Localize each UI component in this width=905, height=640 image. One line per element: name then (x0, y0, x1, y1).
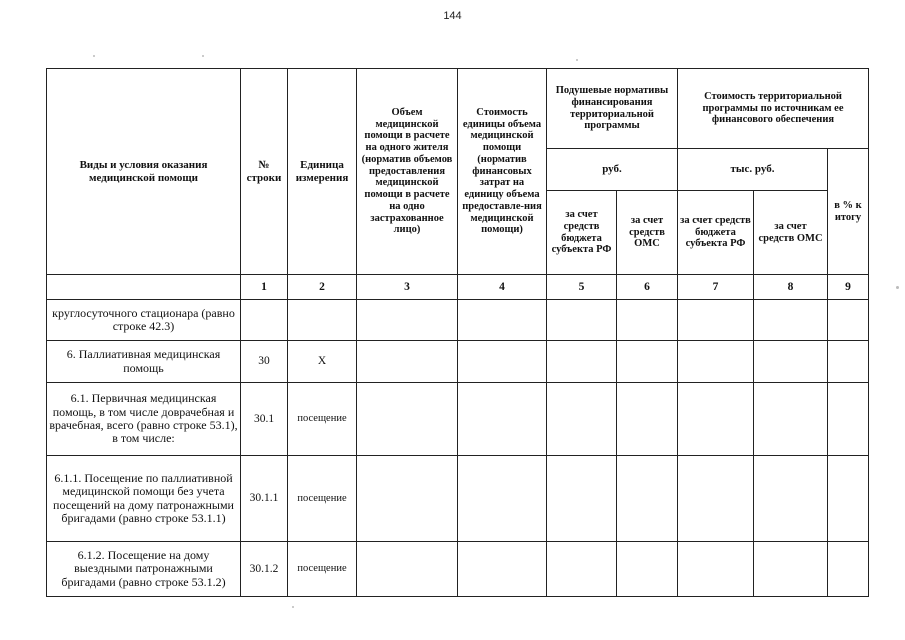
row-number (241, 300, 288, 341)
table-row (47, 383, 869, 456)
header-unit-thousand-rub: тыс. руб. (678, 149, 828, 191)
table-row (47, 542, 869, 597)
row-number: 30 (241, 341, 288, 383)
row-label: 6.1.1. Посещение по паллиативной медицинской помощи без учета посещений на дому патронажными бригадами (равно строке 53.1.1) (47, 456, 241, 542)
row-unit: посещение (288, 542, 357, 597)
row-label: 6. Паллиативная медицинская помощь (47, 341, 241, 383)
scan-speck (292, 606, 294, 608)
cell-oms-rub (617, 341, 678, 383)
scan-speck (93, 55, 95, 57)
cell-budget-rub (547, 383, 617, 456)
column-number: 7 (678, 275, 754, 300)
column-number: 4 (458, 275, 547, 300)
cell-volume (357, 542, 458, 597)
cell-pct (828, 383, 869, 456)
cell-pct (828, 456, 869, 542)
cell-pct (828, 542, 869, 597)
header-volume: Объем медицинской помощи в расчете на одного жителя (норматив объемов предоставления медицинской помощи в расчете на одно застрахованное лицо) (357, 69, 458, 275)
cell-pct (828, 341, 869, 383)
cell-oms-rub (617, 383, 678, 456)
row-label: 6.1.2. Посещение на дому выездными патронажными бригадами (равно строке 53.1.2) (47, 542, 241, 597)
row-number: 30.1.2 (241, 542, 288, 597)
cell-oms-rub (617, 456, 678, 542)
table-row (47, 341, 869, 383)
cell-oms-rub (617, 542, 678, 597)
cell-cost (458, 383, 547, 456)
scan-speck (576, 59, 578, 61)
cell-budget-rub (547, 300, 617, 341)
cell-budget-thousand (678, 456, 754, 542)
row-label: 6.1. Первичная медицинская помощь, в том числе доврачебная и врачебная, всего (равно строке 53.1), в том числе: (47, 383, 241, 456)
row-unit: Х (288, 341, 357, 383)
cell-volume (357, 383, 458, 456)
cell-cost (458, 456, 547, 542)
scan-speck (202, 55, 204, 57)
column-number: 9 (828, 275, 869, 300)
header-sub-oms: за счет средств ОМС (617, 191, 678, 275)
header-row-no: № строки (241, 69, 288, 275)
row-unit: посещение (288, 456, 357, 542)
table-row (47, 456, 869, 542)
cell-budget-rub (547, 542, 617, 597)
table-row (47, 300, 869, 341)
header-sub-budget: за счет средств бюджета субъекта РФ (547, 191, 617, 275)
header-sources: Стоимость территориальной программы по источникам ее финансового обеспечения (678, 69, 869, 149)
column-number: 2 (288, 275, 357, 300)
cell-cost (458, 300, 547, 341)
header-unit: Единица измерения (288, 69, 357, 275)
cell-budget-thousand (678, 300, 754, 341)
cell-budget-thousand (678, 341, 754, 383)
cell-volume (357, 341, 458, 383)
header-unit-rub: руб. (547, 149, 678, 191)
cell-pct (828, 300, 869, 341)
cell-volume (357, 300, 458, 341)
cell-oms-thousand (754, 383, 828, 456)
header-pct: в % к итогу (828, 149, 869, 275)
cell-oms-thousand (754, 542, 828, 597)
cell-cost (458, 341, 547, 383)
header-per-capita: Подушевые нормативы финансирования территориальной программы (547, 69, 678, 149)
header-kind: Виды и условия оказания медицинской помощи (47, 69, 241, 275)
page-number: 144 (443, 10, 462, 22)
row-unit: посещение (288, 383, 357, 456)
column-number: 3 (357, 275, 458, 300)
row-number: 30.1 (241, 383, 288, 456)
column-number-row (47, 275, 869, 300)
column-number: 5 (547, 275, 617, 300)
cell-oms-thousand (754, 341, 828, 383)
row-unit (288, 300, 357, 341)
cell-budget-rub (547, 341, 617, 383)
financing-table (46, 68, 869, 597)
header-sub-budget-2: за счет средств бюджета субъекта РФ (678, 191, 754, 275)
cell-budget-rub (547, 456, 617, 542)
row-number: 30.1.1 (241, 456, 288, 542)
cell-budget-thousand (678, 542, 754, 597)
column-number: 8 (754, 275, 828, 300)
header-sub-oms-2: за счет средств ОМС (754, 191, 828, 275)
cell-oms-thousand (754, 456, 828, 542)
cell-oms-thousand (754, 300, 828, 341)
cell-cost (458, 542, 547, 597)
column-number: 1 (241, 275, 288, 300)
header-cost: Стоимость единицы объема медицинской помощи (норматив финансовых затрат на единицу объема предоставле-ния медицинской помощи) (458, 69, 547, 275)
column-number-blank (47, 275, 241, 300)
row-label: круглосуточного стационара (равно строке 42.3) (47, 300, 241, 341)
scan-speck (896, 286, 899, 289)
cell-volume (357, 456, 458, 542)
cell-budget-thousand (678, 383, 754, 456)
column-number: 6 (617, 275, 678, 300)
cell-oms-rub (617, 300, 678, 341)
